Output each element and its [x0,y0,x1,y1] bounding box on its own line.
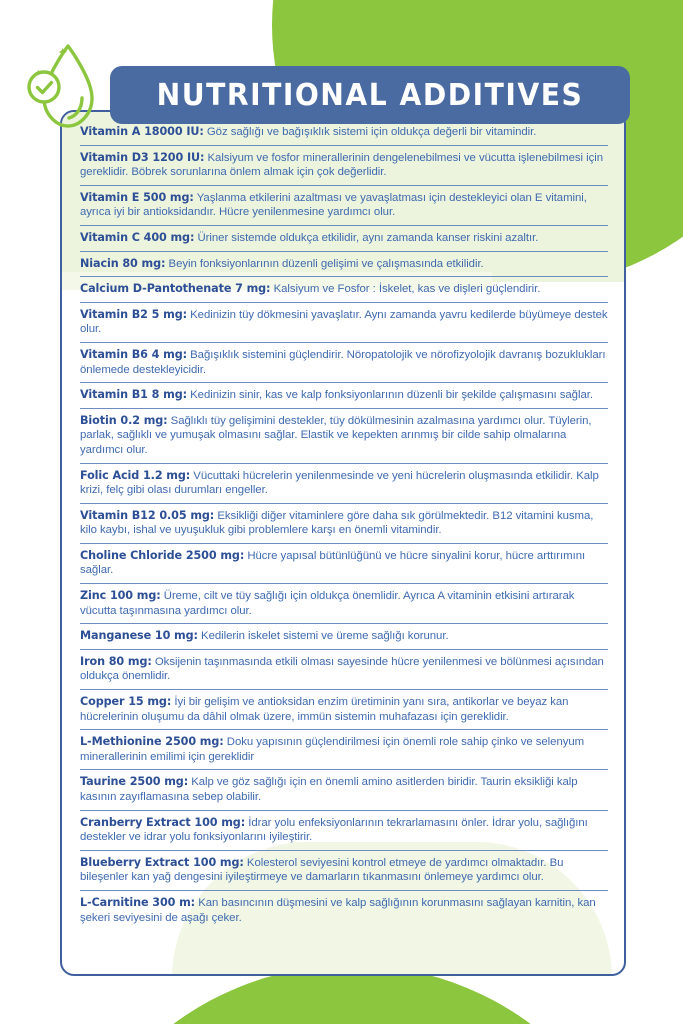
additive-row [80,811,608,851]
additive-description: Kan basıncının düşmesini ve kalp sağlığının korunmasını sağlayan karnitin, kan şekeri seviyesini de aşağı çeker. [80,896,596,924]
additive-description: Üreme, cilt ve tüy sağlığı için oldukça önemlidir. Ayrıca A vitaminin etkisini artırarak vücutta taşınmasına yardımcı olur. [80,590,575,617]
additive-name: L-Methionine 2500 mg: [80,735,224,749]
additive-description: Göz sağlığı ve bağışıklık sistemi için oldukça değerli bir vitamindir. [206,126,537,138]
additive-description: Vücuttaki hücrelerin yenilenmesinde ve yeni hücrelerin oluşmasında etkilidir. Kalp krizi, felç gibi olası durumları engeller. [80,469,599,497]
additive-description: Kedinizin sinir, kas ve kalp fonksiyonlarının düzenli bir şekilde çalışmasını sağlar. [190,389,593,402]
additive-name: Cranberry Extract 100 mg: [80,815,246,829]
additive-description: Oksijenin taşınmasında etkili olması sayesinde hücre yenilenmesi ve bölünmesi açısından oldukça önemlidir. [80,655,604,683]
additive-row [80,252,608,278]
additive-description: İyi bir gelişim ve antioksidan enzim üretiminin yanı sıra, antikorlar ve beyaz kan hücrelerinin oluşumu da dâhil olmak üzere, immün sistemin muhafazası için gereklidir. [80,696,569,723]
additive-name: Niacin 80 mg: [80,256,166,270]
additive-row [80,146,608,186]
additive-row [80,650,608,690]
additive-description: İdrar yolu enfeksiyonlarının tekrarlamasını önler. İdrar yolu, sağlığını destekler ve idrar yolu fonksiyonlarını iyileştirir. [80,816,588,844]
additive-description: Bağışıklık sistemini güçlendirir. Nöropatolojik ve nörofizyolojik davranış bozuklukları önlemede destekleyicidir. [80,348,606,376]
additive-row [80,464,608,504]
additive-name: Vitamin C 400 mg: [80,230,195,244]
additive-row [80,343,608,383]
water-droplet-check-icon [22,40,104,142]
additive-description: Sağlıklı tüy gelişimini destekler, tüy dökülmesinin azalmasına yardımcı olur. Tüylerin, parlak, sağlıklı ve yumuşak olmasını sağlar. Elastik ve kepekten arınmış bir cilde sahip olmalarına yardımcı olur. [80,414,592,456]
additive-row [80,504,608,544]
additive-description: Yaşlanma etkilerini azaltması ve yavaşlatması için destekleyici olan E vitamini, ayrıca iyi bir antioksidandır. Hücre yenilenmesine yardımcı olur. [80,191,587,219]
additive-description: Kalp ve göz sağlığı için en önemli amino asitlerden biridir. Taurin eksikliği kalp kasının zayıflamasına sebep olabilir. [80,776,578,803]
additive-row [80,544,608,584]
additive-name: L-Carnitine 300 m: [80,895,196,909]
additive-row [80,584,608,624]
additive-name: Vitamin B2 5 mg: [80,307,187,321]
additive-row [80,226,608,252]
additive-row [80,851,608,891]
additives-card [60,110,626,976]
additive-row [80,383,608,409]
additive-description: Kedinizin tüy dökmesini yavaşlatır. Aynı zamanda yavru kedilerde büyümeye destek olur. [80,308,608,336]
additive-row [80,186,608,226]
additive-row [80,690,608,730]
additive-row [80,303,608,343]
additive-name: Vitamin B6 4 mg: [80,347,187,361]
additive-row [80,277,608,303]
additive-description: Üriner sistemde oldukça etkilidir, aynı zamanda kanser riskini azaltır. [197,231,539,244]
additive-name: Choline Chloride 2500 mg: [80,548,245,562]
additive-description: Doku yapısının güçlendirilmesi için önemli role sahip çinko ve selenyum minerallerinin emilimi için gereklidir [80,736,585,763]
additive-row [80,624,608,650]
additive-description: Beyin fonksiyonlarının düzenli gelişimi ve çalışmasında etkilidir. [168,257,484,270]
additive-name: Iron 80 mg: [80,654,152,668]
additive-name: Vitamin A 18000 IU: [80,125,204,138]
additives-list [62,112,624,938]
additive-row [80,770,608,810]
additive-description: Kalsiyum ve Fosfor : İskelet, kas ve dişleri güçlendirir. [273,283,541,296]
additive-row [80,730,608,770]
additive-name: Manganese 10 mg: [80,629,198,643]
additive-name: Vitamin B12 0.05 mg: [80,508,215,522]
additive-description: Kalsiyum ve fosfor minerallerinin dengelenebilmesi ve vücutta işlenebilmesi için gereklidir. Böbrek sorunlarına önlem almak için çok değerlidir. [80,151,603,179]
additive-name: Vitamin D3 1200 IU: [80,150,205,164]
additive-description: Kolesterol seviyesini kontrol etmeye de yardımcı olmaktadır. Bu bileşenler kan yağ dengesini iyileştirmeye ve damarların tıkanmasını önlemeye yardımcı olur. [80,856,564,884]
additive-name: Copper 15 mg: [80,695,172,709]
additive-description: Eksikliği diğer vitaminlere göre daha sık görülmektedir. B12 vitamini kusma, kilo kaybı, ishal ve uyuşukluk gibi problemlere karşı en önemli vitamindir. [80,509,594,537]
additive-row [80,891,608,930]
page-title: NUTRITIONAL ADDITIVES [156,77,584,113]
additive-name: Folic Acid 1.2 mg: [80,468,191,482]
additive-name: Biotin 0.2 mg: [80,413,168,427]
additive-name: Blueberry Extract 100 mg: [80,855,244,869]
additive-name: Vitamin E 500 mg: [80,190,194,204]
additive-name: Zinc 100 mg: [80,589,161,603]
additive-row [80,409,608,464]
additive-description: Kedilerin iskelet sistemi ve üreme sağlığı korunur. [201,630,449,643]
page-header-bar [110,66,630,124]
additive-description: Hücre yapısal bütünlüğünü ve hücre sinyalini korur, hücre arttırımını sağlar. [80,549,586,577]
additive-name: Calcium D-Pantothenate 7 mg: [80,282,271,296]
additive-name: Taurine 2500 mg: [80,775,189,789]
additive-name: Vitamin B1 8 mg: [80,388,187,402]
